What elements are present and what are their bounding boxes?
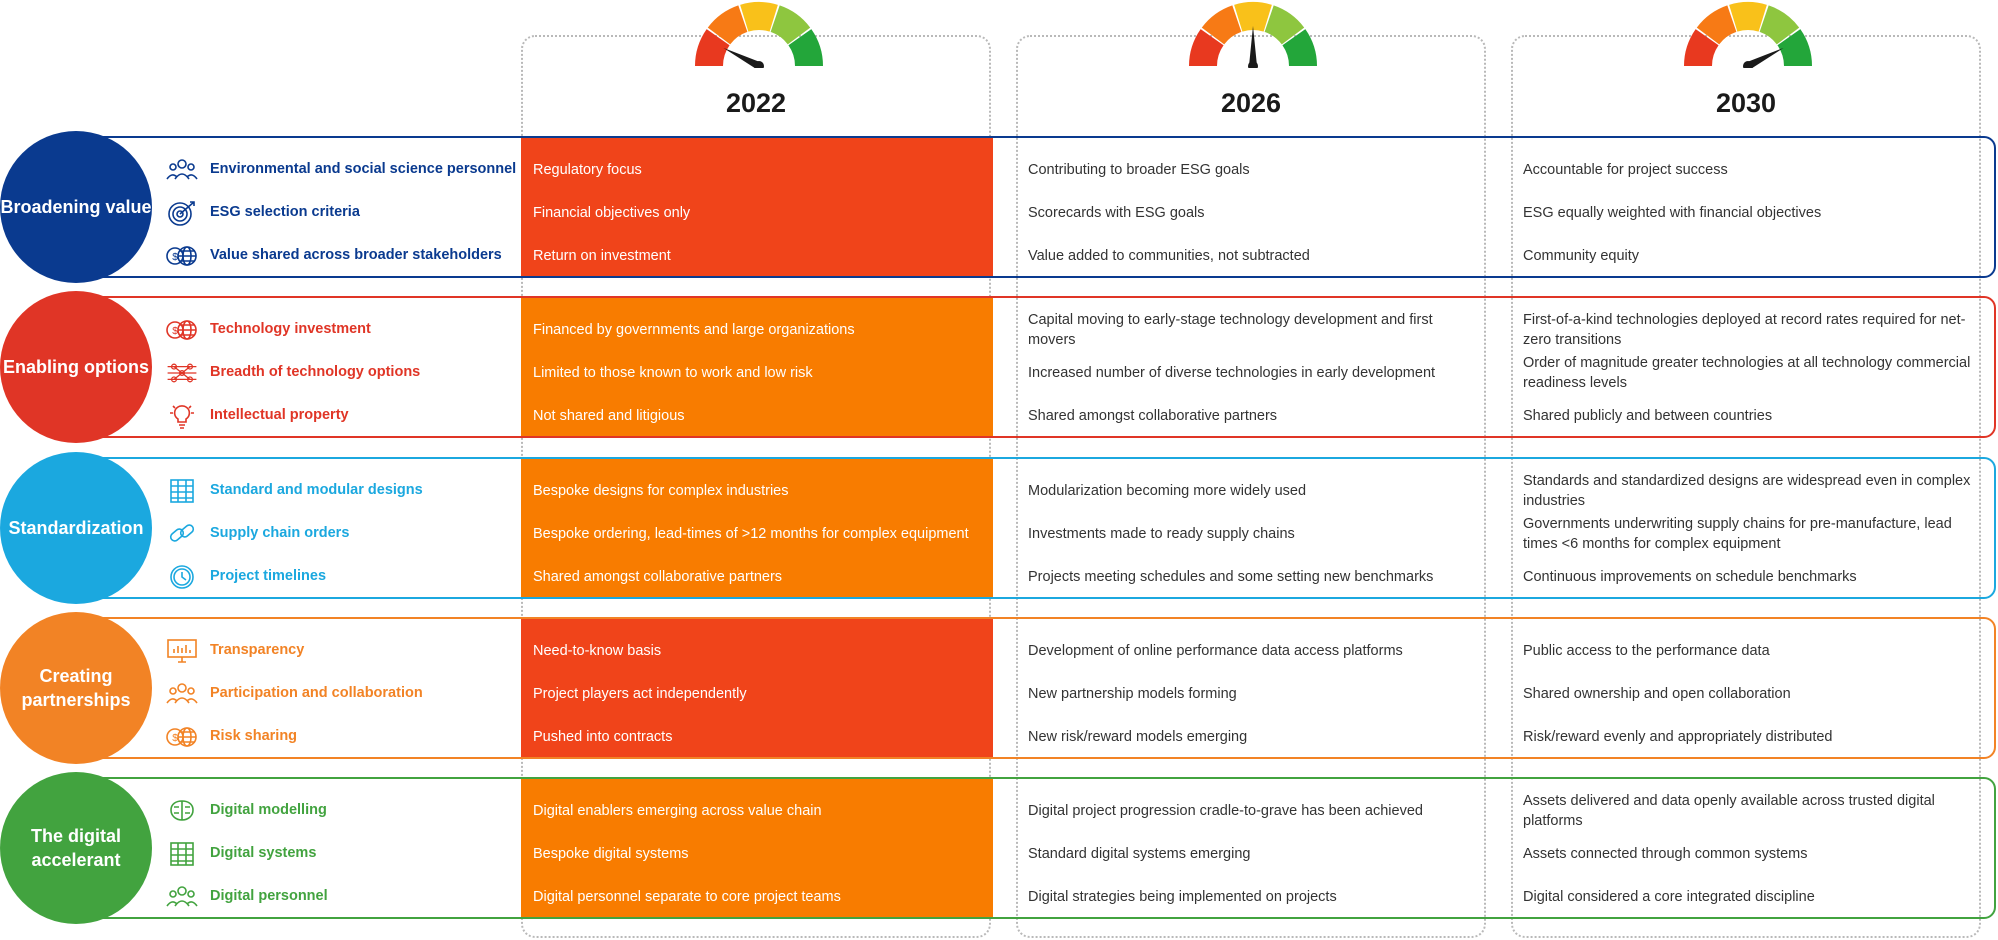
cell-2026: Increased number of diverse technologies in early development bbox=[1028, 365, 1436, 381]
section-title: The digital accelerant bbox=[0, 772, 152, 924]
cell-2022: Pushed into contracts bbox=[533, 729, 673, 745]
row-label: Standard and modular designs bbox=[210, 482, 423, 498]
row-label: Digital systems bbox=[210, 845, 317, 861]
cell-2026: Projects meeting schedules and some setting new benchmarks bbox=[1028, 569, 1434, 585]
cell-2022: Financed by governments and large organizations bbox=[533, 322, 855, 338]
clock-icon bbox=[166, 564, 198, 590]
cell-2026: Investments made to ready supply chains bbox=[1028, 526, 1295, 542]
cell-2022: Bespoke ordering, lead-times of >12 months for complex equipment bbox=[533, 526, 969, 542]
people-icon bbox=[166, 157, 198, 183]
cell-2026: New partnership models forming bbox=[1028, 686, 1237, 702]
cell-2022: Shared amongst collaborative partners bbox=[533, 569, 783, 585]
target-icon bbox=[166, 200, 198, 226]
cell-2030: Shared publicly and between countries bbox=[1523, 408, 1773, 424]
row-label: Value shared across broader stakeholders bbox=[210, 247, 502, 263]
cell-2026: New risk/reward models emerging bbox=[1028, 729, 1248, 745]
cell-2026: Digital project progression cradle-to-grave has been achieved bbox=[1028, 803, 1423, 819]
cell-2022: Need-to-know basis bbox=[533, 643, 662, 659]
year-2022-heading: 2022 bbox=[725, 88, 787, 118]
cell-2026: Development of online performance data access platforms bbox=[1028, 643, 1403, 659]
section-title: Broadening value bbox=[0, 131, 152, 283]
lightbulb-icon bbox=[166, 403, 198, 429]
cell-2022: Return on investment bbox=[533, 248, 671, 264]
cell-2022: Bespoke digital systems bbox=[533, 846, 689, 862]
row-label: Digital modelling bbox=[210, 802, 327, 818]
svg-text:$: $ bbox=[172, 252, 178, 263]
cell-2026: Modularization becoming more widely used bbox=[1028, 483, 1307, 499]
cell-2030: Assets connected through common systems bbox=[1523, 846, 1808, 862]
cell-2022: Project players act independently bbox=[533, 686, 747, 702]
cell-2022: Financial objectives only bbox=[533, 205, 691, 221]
gauge-needle bbox=[1249, 26, 1257, 66]
cell-2030: Public access to the performance data bbox=[1523, 643, 1770, 659]
row-label: Technology investment bbox=[210, 321, 371, 337]
cell-2030: Shared ownership and open collaboration bbox=[1523, 686, 1791, 702]
gauge-segment bbox=[1729, 2, 1767, 32]
row-label: Transparency bbox=[210, 642, 305, 658]
section-title: Creating partnerships bbox=[0, 612, 152, 764]
svg-text:$: $ bbox=[172, 733, 178, 744]
row-label: ESG selection criteria bbox=[210, 204, 360, 220]
cell-2030: Digital considered a core integrated discipline bbox=[1523, 889, 1815, 905]
cell-2022: Digital enablers emerging across value chain bbox=[533, 803, 822, 819]
row-label: Breadth of technology options bbox=[210, 364, 421, 380]
cell-2026: Digital strategies being implemented on projects bbox=[1028, 889, 1337, 905]
cell-2030: Continuous improvements on schedule benchmarks bbox=[1523, 569, 1857, 585]
gauge-2030-icon bbox=[1681, 0, 1815, 68]
cell-2022: Digital personnel separate to core project teams bbox=[533, 889, 841, 905]
people-icon bbox=[166, 884, 198, 910]
cell-2026: Scorecards with ESG goals bbox=[1028, 205, 1205, 221]
coin-globe-icon bbox=[166, 317, 198, 343]
section-title: Standardization bbox=[0, 452, 152, 604]
cell-2030: Accountable for project success bbox=[1523, 162, 1728, 178]
gauge-2026-icon bbox=[1186, 0, 1320, 68]
cell-2022: Regulatory focus bbox=[533, 162, 642, 178]
year-2030-heading: 2030 bbox=[1715, 88, 1777, 118]
cell-2030: Order of magnitude greater technologies at all technology commercial readiness levels bbox=[1523, 355, 1971, 391]
cell-2026: Value added to communities, not subtracted bbox=[1028, 248, 1310, 264]
monitor-chart-icon bbox=[166, 638, 198, 664]
network-icon bbox=[166, 360, 198, 386]
cell-2030: Governments underwriting supply chains for pre-manufacture, lead times <6 months for complex equipment bbox=[1523, 516, 1952, 552]
building-icon bbox=[166, 478, 198, 504]
cell-2030: ESG equally weighted with financial objectives bbox=[1523, 205, 1822, 221]
coin-globe-icon bbox=[166, 243, 198, 269]
year-2026-heading: 2026 bbox=[1220, 88, 1282, 118]
row-label: Participation and collaboration bbox=[210, 685, 423, 701]
row-label: Project timelines bbox=[210, 568, 327, 584]
building-icon bbox=[166, 841, 198, 867]
row-label: Digital personnel bbox=[210, 888, 328, 904]
section-title: Enabling options bbox=[0, 291, 152, 443]
cell-2030: First-of-a-kind technologies deployed at record rates required for net-zero transitions bbox=[1523, 312, 1966, 348]
coin-globe-icon bbox=[166, 724, 198, 750]
chain-link-icon bbox=[166, 521, 198, 547]
cell-2026: Shared amongst collaborative partners bbox=[1028, 408, 1278, 424]
cell-2022: Limited to those known to work and low risk bbox=[533, 365, 813, 381]
cell-2026: Standard digital systems emerging bbox=[1028, 846, 1251, 862]
cell-2030: Risk/reward evenly and appropriately distributed bbox=[1523, 729, 1833, 745]
brain-icon bbox=[166, 798, 198, 824]
cell-2022: Not shared and litigious bbox=[533, 408, 685, 424]
row-label: Intellectual property bbox=[210, 407, 349, 423]
cell-2022: Bespoke designs for complex industries bbox=[533, 483, 789, 499]
cell-2030: Assets delivered and data openly available across trusted digital platforms bbox=[1523, 793, 1935, 829]
gauge-segment bbox=[740, 2, 778, 32]
cell-2030: Standards and standardized designs are widespread even in complex industries bbox=[1523, 473, 1971, 509]
cell-2030: Community equity bbox=[1523, 248, 1640, 264]
people-icon bbox=[166, 681, 198, 707]
row-label: Environmental and social science personnel bbox=[210, 161, 517, 177]
svg-text:$: $ bbox=[172, 326, 178, 337]
row-label: Risk sharing bbox=[210, 728, 298, 744]
gauge-2022-icon bbox=[692, 0, 826, 68]
cell-2026: Capital moving to early-stage technology development and first movers bbox=[1028, 312, 1433, 348]
row-label: Supply chain orders bbox=[210, 525, 350, 541]
cell-2026: Contributing to broader ESG goals bbox=[1028, 162, 1250, 178]
